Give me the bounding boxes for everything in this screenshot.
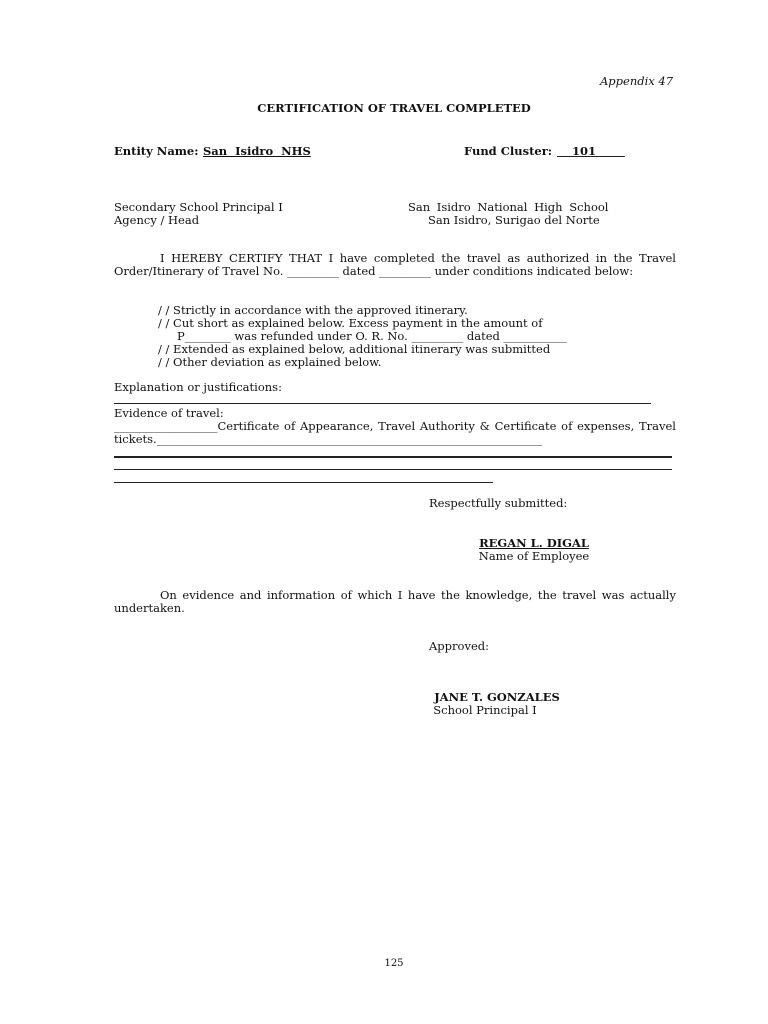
entity-name-value: San Isidro NHS bbox=[203, 144, 311, 158]
page-number: 125 bbox=[384, 958, 404, 969]
condition-strictly: / / Strictly in accordance with the approved itinerary. bbox=[158, 303, 468, 317]
explanation-line bbox=[114, 403, 651, 404]
evidence-statement-line-2: undertaken. bbox=[114, 601, 185, 615]
blank-line-1 bbox=[114, 456, 672, 458]
employee-role: Name of Employee bbox=[478, 549, 590, 563]
condition-refund: P________ was refunded under O. R. No. _________ dated ___________ bbox=[177, 329, 567, 343]
certify-line-2: Order/Itinerary of Travel No. _________ dated _________ under conditions indicated below: bbox=[114, 264, 634, 278]
approver-name: JANE T. GONZALES bbox=[434, 690, 560, 704]
respectfully-submitted-label: Respectfully submitted: bbox=[429, 496, 568, 510]
blank-line-2 bbox=[114, 469, 672, 470]
fund-cluster-label: Fund Cluster: bbox=[464, 144, 553, 158]
entity-name-label: Entity Name: bbox=[114, 144, 199, 158]
approved-label: Approved: bbox=[429, 639, 489, 653]
explanation-label: Explanation or justifications: bbox=[114, 380, 282, 394]
agency-head-label: Agency / Head bbox=[114, 213, 200, 227]
school-address: San Isidro, Surigao del Norte bbox=[428, 213, 600, 227]
condition-other: / / Other deviation as explained below. bbox=[158, 355, 382, 369]
blank-line-3 bbox=[114, 482, 493, 483]
appendix-label: Appendix 47 bbox=[600, 74, 674, 88]
evidence-line-2: tickets.___________________________________________________________________ bbox=[114, 432, 542, 446]
condition-cut-short: / / Cut short as explained below. Excess payment in the amount of bbox=[158, 316, 543, 330]
page-title: CERTIFICATION OF TRAVEL COMPLETED bbox=[257, 101, 531, 115]
evidence-statement-line-1: On evidence and information of which I have the knowledge, the travel was actually bbox=[160, 588, 676, 602]
evidence-label: Evidence of travel: bbox=[114, 406, 224, 420]
school-name: San Isidro National High School bbox=[408, 200, 609, 214]
condition-extended: / / Extended as explained below, additional itinerary was submitted bbox=[158, 342, 551, 356]
evidence-line-1: __________________Certificate of Appearance, Travel Authority & Certificate of expenses, Travel bbox=[114, 419, 676, 433]
certify-line-1: I HEREBY CERTIFY THAT I have completed the travel as authorized in the Travel bbox=[160, 251, 676, 265]
employee-name: REGAN L. DIGAL bbox=[479, 536, 589, 550]
fund-cluster-value: 101 bbox=[572, 144, 597, 158]
approver-role: School Principal I bbox=[433, 703, 537, 717]
position-title: Secondary School Principal I bbox=[114, 200, 283, 214]
